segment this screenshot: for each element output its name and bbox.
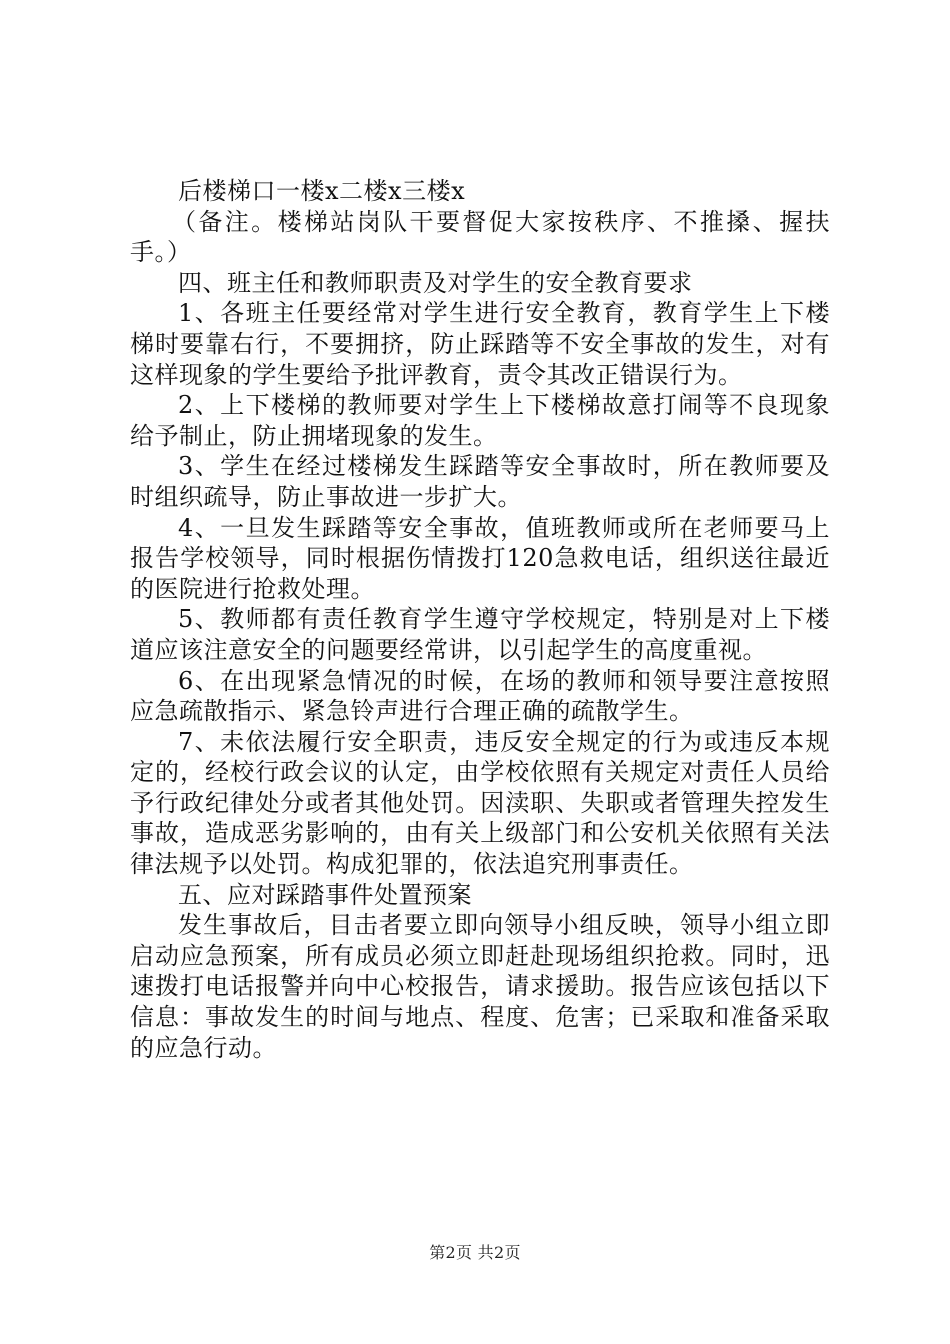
paragraph-item-6: 6、在出现紧急情况的时候，在场的教师和领导要注意按照应急疏散指示、紧急铃声进行合理正确的疏散学生。 xyxy=(130,666,830,726)
paragraph-item-7: 7、未依法履行安全职责，违反安全规定的行为或违反本规定的，经校行政会议的认定，由学校依照有关规定对责任人员给予行政纪律处分或者其他处罚。因渎职、失职或者管理失控发生事故，造成恶劣影响的，由有关上级部门和公安机关依照有关法律法规予以处罚。构成犯罪的，依法追究刑事责任。 xyxy=(130,727,830,879)
document-body xyxy=(130,176,830,1063)
paragraph-item-2: 2、上下楼梯的教师要对学生上下楼梯故意打闹等不良现象给予制止，防止拥堵现象的发生。 xyxy=(130,391,830,450)
paragraph-response-plan: 发生事故后，目击者要立即向领导小组反映，领导小组立即启动应急预案，所有成员必须立即赶赴现场组织抢救。同时，迅速拨打电话报警并向中心校报告，请求援助。报告应该包括以下信息：事故发生的时间与地点、程度、危害；已采取和准备采取的应急行动。 xyxy=(130,911,830,1062)
section-heading-5: 五、应对踩踏事件处置预案 xyxy=(178,880,472,909)
paragraph-item-5: 5、教师都有责任教育学生遵守学校规定，特别是对上下楼道应该注意安全的问题要经常讲，以引起学生的高度重视。 xyxy=(130,605,830,664)
paragraph-note: （备注。楼梯站岗队干要督促大家按秩序、不推搡、握扶手。） xyxy=(130,207,830,267)
paragraph-item-1: 1、各班主任要经常对学生进行安全教育，教育学生上下楼梯时要靠右行，不要拥挤，防止踩踏等不安全事故的发生，对有这样现象的学生要给予批评教育，责令其改正错误行为。 xyxy=(130,299,830,389)
page-number-footer: 第2页 共2页 xyxy=(429,1243,521,1262)
paragraph-item-4: 4、一旦发生踩踏等安全事故，值班教师或所在老师要马上报告学校领导，同时根据伤情拨打120急救电话，组织送往最近的医院进行抢救处理。 xyxy=(130,513,830,603)
section-heading-4: 四、班主任和教师职责及对学生的安全教育要求 xyxy=(178,268,693,297)
paragraph-stair-positions: 后楼梯口一楼x二楼x三楼x xyxy=(178,177,466,205)
paragraph-item-3: 3、学生在经过楼梯发生踩踏等安全事故时，所在教师要及时组织疏导，防止事故进一步扩大。 xyxy=(130,452,830,511)
